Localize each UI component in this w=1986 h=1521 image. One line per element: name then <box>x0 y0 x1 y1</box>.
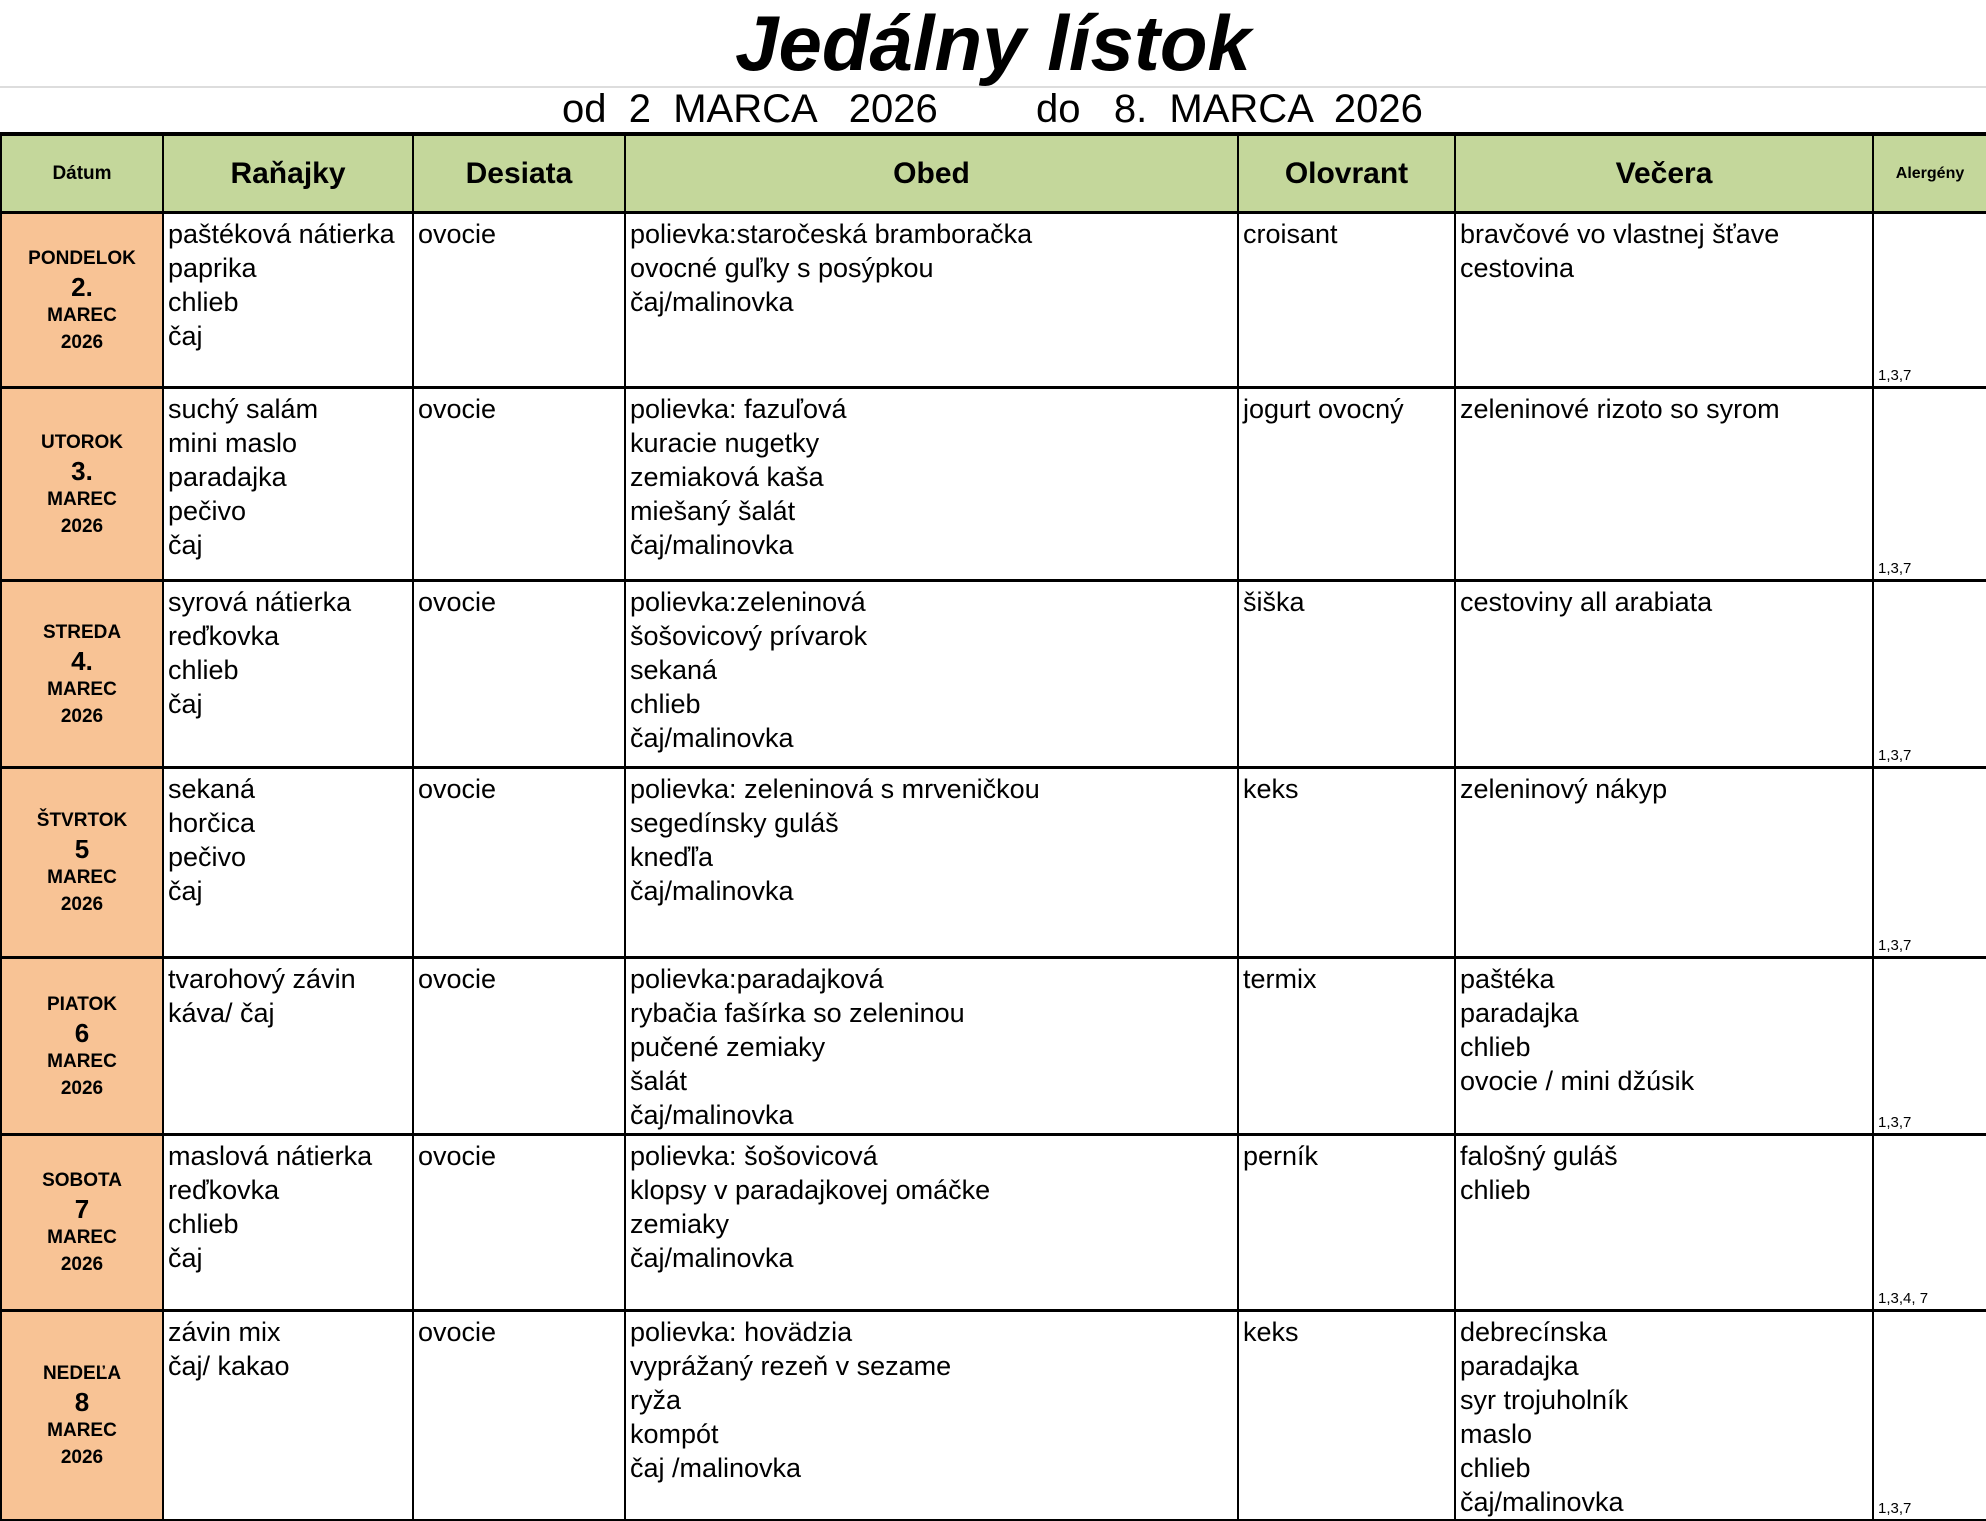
menu-item: klopsy v paradajkovej omáčke <box>630 1175 991 1205</box>
menu-item: čaj <box>168 1243 203 1273</box>
month: MAREC <box>47 488 117 510</box>
menu-item: reďkovka <box>168 1175 280 1205</box>
menu-item: syrová nátierka <box>168 587 352 617</box>
menu-item: čaj <box>168 876 203 906</box>
menu-item: paradajka <box>168 462 287 492</box>
menu-item: miešaný šalát <box>630 496 796 526</box>
menu-item: kuracie nugetky <box>630 428 820 458</box>
date-cell <box>1 213 163 388</box>
allergens-cell: 1,3,7 <box>1873 1311 1986 1521</box>
day-name: NEDEĽA <box>42 1363 122 1384</box>
menu-item: polievka: fazuľová <box>630 394 847 424</box>
menu-item: závin mix <box>168 1317 281 1347</box>
menu-item: paštéková nátierka <box>168 219 395 249</box>
menu-item: polievka: hovädzia <box>630 1317 853 1347</box>
afternoon-snack-cell <box>1238 768 1455 958</box>
date-cell <box>1 388 163 581</box>
day-name: PIATOK <box>46 993 118 1015</box>
lunch-cell <box>625 213 1238 388</box>
menu-item: chlieb <box>168 287 239 317</box>
day-name: STREDA <box>42 621 122 643</box>
menu-item: suchý salám <box>168 394 319 424</box>
menu-item: pečivo <box>168 842 247 872</box>
menu-item: ovocie <box>418 1141 497 1171</box>
breakfast-cell <box>163 213 413 388</box>
dinner-cell <box>1455 1135 1873 1311</box>
menu-item: pečivo <box>168 496 247 526</box>
date-range <box>0 86 1986 132</box>
breakfast-cell <box>163 768 413 958</box>
menu-item: ovocie / mini džúsik <box>1460 1066 1695 1096</box>
allergens-cell: 1,3,7 <box>1873 581 1986 768</box>
col-header-lunch: Obed <box>625 134 1238 213</box>
menu-item: zeleninový nákyp <box>1460 774 1668 804</box>
allergens-cell: 1,3,4, 7 <box>1873 1135 1986 1311</box>
menu-item: čaj/malinovka <box>630 1100 794 1130</box>
menu-item: čaj/malinovka <box>630 1243 794 1273</box>
menu-item: termix <box>1243 964 1317 994</box>
table-row <box>1 1135 1986 1311</box>
menu-item: ryža <box>630 1385 682 1415</box>
day-name: UTOROK <box>41 431 123 453</box>
table-row <box>1 581 1986 768</box>
menu-item: paprika <box>168 253 257 283</box>
col-header-date: Dátum <box>1 134 163 213</box>
menu-item: sekaná <box>630 655 718 685</box>
afternoon-snack-cell <box>1238 213 1455 388</box>
year: 2026 <box>60 1077 104 1099</box>
menu-item: šiška <box>1243 587 1305 617</box>
menu-item: mini maslo <box>168 428 298 458</box>
breakfast-cell <box>163 1311 413 1521</box>
table-row <box>1 958 1986 1135</box>
month: MAREC <box>47 1227 117 1248</box>
year: 2026 <box>60 331 104 353</box>
menu-item: chlieb <box>1460 1453 1531 1483</box>
menu-item: cestoviny all arabiata <box>1460 587 1713 617</box>
menu-item: chlieb <box>630 689 701 719</box>
day-number: 3. <box>71 455 93 486</box>
lunch-cell <box>625 1311 1238 1521</box>
afternoon-snack-cell <box>1238 388 1455 581</box>
menu-item: paradajka <box>1460 998 1579 1028</box>
menu-item: čaj/malinovka <box>630 723 794 753</box>
menu-item: ovocie <box>418 774 497 804</box>
menu-item: reďkovka <box>168 621 280 651</box>
table-row <box>1 388 1986 581</box>
menu-item: falošný guláš <box>1460 1141 1618 1171</box>
menu-item: čaj <box>168 530 203 560</box>
menu-table <box>0 132 1986 1521</box>
menu-item: ovocné guľky s posýpkou <box>630 253 934 283</box>
menu-item: keks <box>1243 1317 1299 1347</box>
menu-item: sekaná <box>168 774 256 804</box>
menu-item: polievka:paradajková <box>630 964 884 994</box>
menu-item: zemiaková kaša <box>630 462 824 492</box>
lunch-cell <box>625 958 1238 1135</box>
menu-item: vyprážaný rezeň v sezame <box>630 1351 952 1381</box>
snack-cell <box>413 581 625 768</box>
menu-item: rybačia fašírka so zeleninou <box>630 998 965 1028</box>
allergens-cell: 1,3,7 <box>1873 768 1986 958</box>
day-number: 6 <box>74 1017 90 1048</box>
lunch-cell <box>625 1135 1238 1311</box>
breakfast-cell <box>163 1135 413 1311</box>
dinner-cell <box>1455 213 1873 388</box>
menu-item: chlieb <box>1460 1032 1531 1062</box>
date-cell <box>1 768 163 958</box>
snack-cell <box>413 768 625 958</box>
dinner-cell <box>1455 768 1873 958</box>
menu-item: šošovicový prívarok <box>630 621 868 651</box>
date-cell <box>1 1311 163 1521</box>
day-name: PONDELOK <box>28 247 136 269</box>
menu-item: káva/ čaj <box>168 998 275 1028</box>
snack-cell <box>413 1135 625 1311</box>
col-header-dinner: Večera <box>1455 134 1873 213</box>
menu-item: polievka: šošovicová <box>630 1141 878 1171</box>
menu-item: paradajka <box>1460 1351 1579 1381</box>
year: 2026 <box>60 705 104 727</box>
menu-item: croisant <box>1243 219 1338 249</box>
afternoon-snack-cell <box>1238 1135 1455 1311</box>
menu-item: polievka:zeleninová <box>630 587 866 617</box>
year: 2026 <box>60 1254 104 1275</box>
menu-item: kneďľa <box>630 842 714 872</box>
col-header-breakfast: Raňajky <box>163 134 413 213</box>
menu-item: čaj/malinovka <box>630 530 794 560</box>
year: 2026 <box>60 894 104 915</box>
menu-item: čaj/malinovka <box>1460 1487 1624 1517</box>
snack-cell <box>413 213 625 388</box>
menu-item: perník <box>1243 1141 1319 1171</box>
breakfast-cell <box>163 958 413 1135</box>
date-cell <box>1 581 163 768</box>
month: MAREC <box>47 678 117 700</box>
day-number: 8 <box>74 1387 90 1417</box>
date-to: do 8. MARCA 2026 <box>1036 87 1423 131</box>
menu-item: chlieb <box>168 1209 239 1239</box>
menu-item: bravčové vo vlastnej šťave <box>1460 219 1780 249</box>
lunch-cell <box>625 768 1238 958</box>
menu-item: čaj/malinovka <box>630 876 794 906</box>
dinner-cell <box>1455 581 1873 768</box>
breakfast-cell <box>163 581 413 768</box>
day-number: 5 <box>74 834 90 864</box>
menu-item: chlieb <box>1460 1175 1531 1205</box>
menu-item: horčica <box>168 808 256 838</box>
table-row <box>1 1311 1986 1521</box>
allergens-cell: 1,3,7 <box>1873 958 1986 1135</box>
col-header-afternoon-snack: Olovrant <box>1238 134 1455 213</box>
menu-item: segedínsky guláš <box>630 808 839 838</box>
menu-item: čaj/malinovka <box>630 287 794 317</box>
menu-item: ovocie <box>418 394 497 424</box>
menu-item: maslo <box>1460 1419 1533 1449</box>
day-number: 4. <box>71 645 93 676</box>
menu-item: čaj <box>168 689 203 719</box>
menu-item: zeleninové rizoto so syrom <box>1460 394 1780 424</box>
menu-item: jogurt ovocný <box>1243 394 1404 424</box>
allergens-cell: 1,3,7 <box>1873 388 1986 581</box>
table-row <box>1 213 1986 388</box>
menu-item: ovocie <box>418 1317 497 1347</box>
menu-item: polievka:staročeská bramboračka <box>630 219 1033 249</box>
header-row <box>1 134 1986 213</box>
afternoon-snack-cell <box>1238 1311 1455 1521</box>
menu-item: čaj <box>168 321 203 351</box>
afternoon-snack-cell <box>1238 581 1455 768</box>
day-number: 2. <box>71 271 93 302</box>
date-cell <box>1 958 163 1135</box>
day-name: ŠTVRTOK <box>36 810 128 831</box>
menu-item: zemiaky <box>630 1209 730 1239</box>
page-title: Jedálny lístok <box>0 0 1986 88</box>
menu-item: debrecínska <box>1460 1317 1608 1347</box>
snack-cell <box>413 1311 625 1521</box>
day-number: 7 <box>74 1194 90 1224</box>
menu-item: čaj /malinovka <box>630 1453 802 1483</box>
menu-item: ovocie <box>418 219 497 249</box>
month: MAREC <box>47 867 117 888</box>
menu-item: keks <box>1243 774 1299 804</box>
menu-item: ovocie <box>418 587 497 617</box>
month: MAREC <box>47 1050 117 1072</box>
year: 2026 <box>60 1447 104 1468</box>
col-header-snack: Desiata <box>413 134 625 213</box>
date-cell <box>1 1135 163 1311</box>
menu-item: šalát <box>630 1066 688 1096</box>
month: MAREC <box>47 1420 117 1441</box>
year: 2026 <box>60 515 104 537</box>
menu-item: pučené zemiaky <box>630 1032 826 1062</box>
snack-cell <box>413 388 625 581</box>
menu-item: kompót <box>630 1419 719 1449</box>
menu-item: cestovina <box>1460 253 1575 283</box>
day-name: SOBOTA <box>42 1170 122 1191</box>
snack-cell <box>413 958 625 1135</box>
dinner-cell <box>1455 958 1873 1135</box>
menu-item: syr trojuholník <box>1460 1385 1629 1415</box>
menu-item: polievka: zeleninová s mrveničkou <box>630 774 1040 804</box>
dinner-cell <box>1455 388 1873 581</box>
date-from: od 2 MARCA 2026 <box>562 87 938 131</box>
breakfast-cell <box>163 388 413 581</box>
menu-item: maslová nátierka <box>168 1141 373 1171</box>
col-header-allergens: Alergény <box>1873 134 1986 213</box>
menu-item: ovocie <box>418 964 497 994</box>
table-row <box>1 768 1986 958</box>
dinner-cell <box>1455 1311 1873 1521</box>
afternoon-snack-cell <box>1238 958 1455 1135</box>
menu-item: čaj/ kakao <box>168 1351 290 1381</box>
lunch-cell <box>625 581 1238 768</box>
lunch-cell <box>625 388 1238 581</box>
month: MAREC <box>47 304 117 326</box>
menu-item: chlieb <box>168 655 239 685</box>
allergens-cell: 1,3,7 <box>1873 213 1986 388</box>
menu-item: paštéka <box>1460 964 1555 994</box>
menu-item: tvarohový závin <box>168 964 356 994</box>
